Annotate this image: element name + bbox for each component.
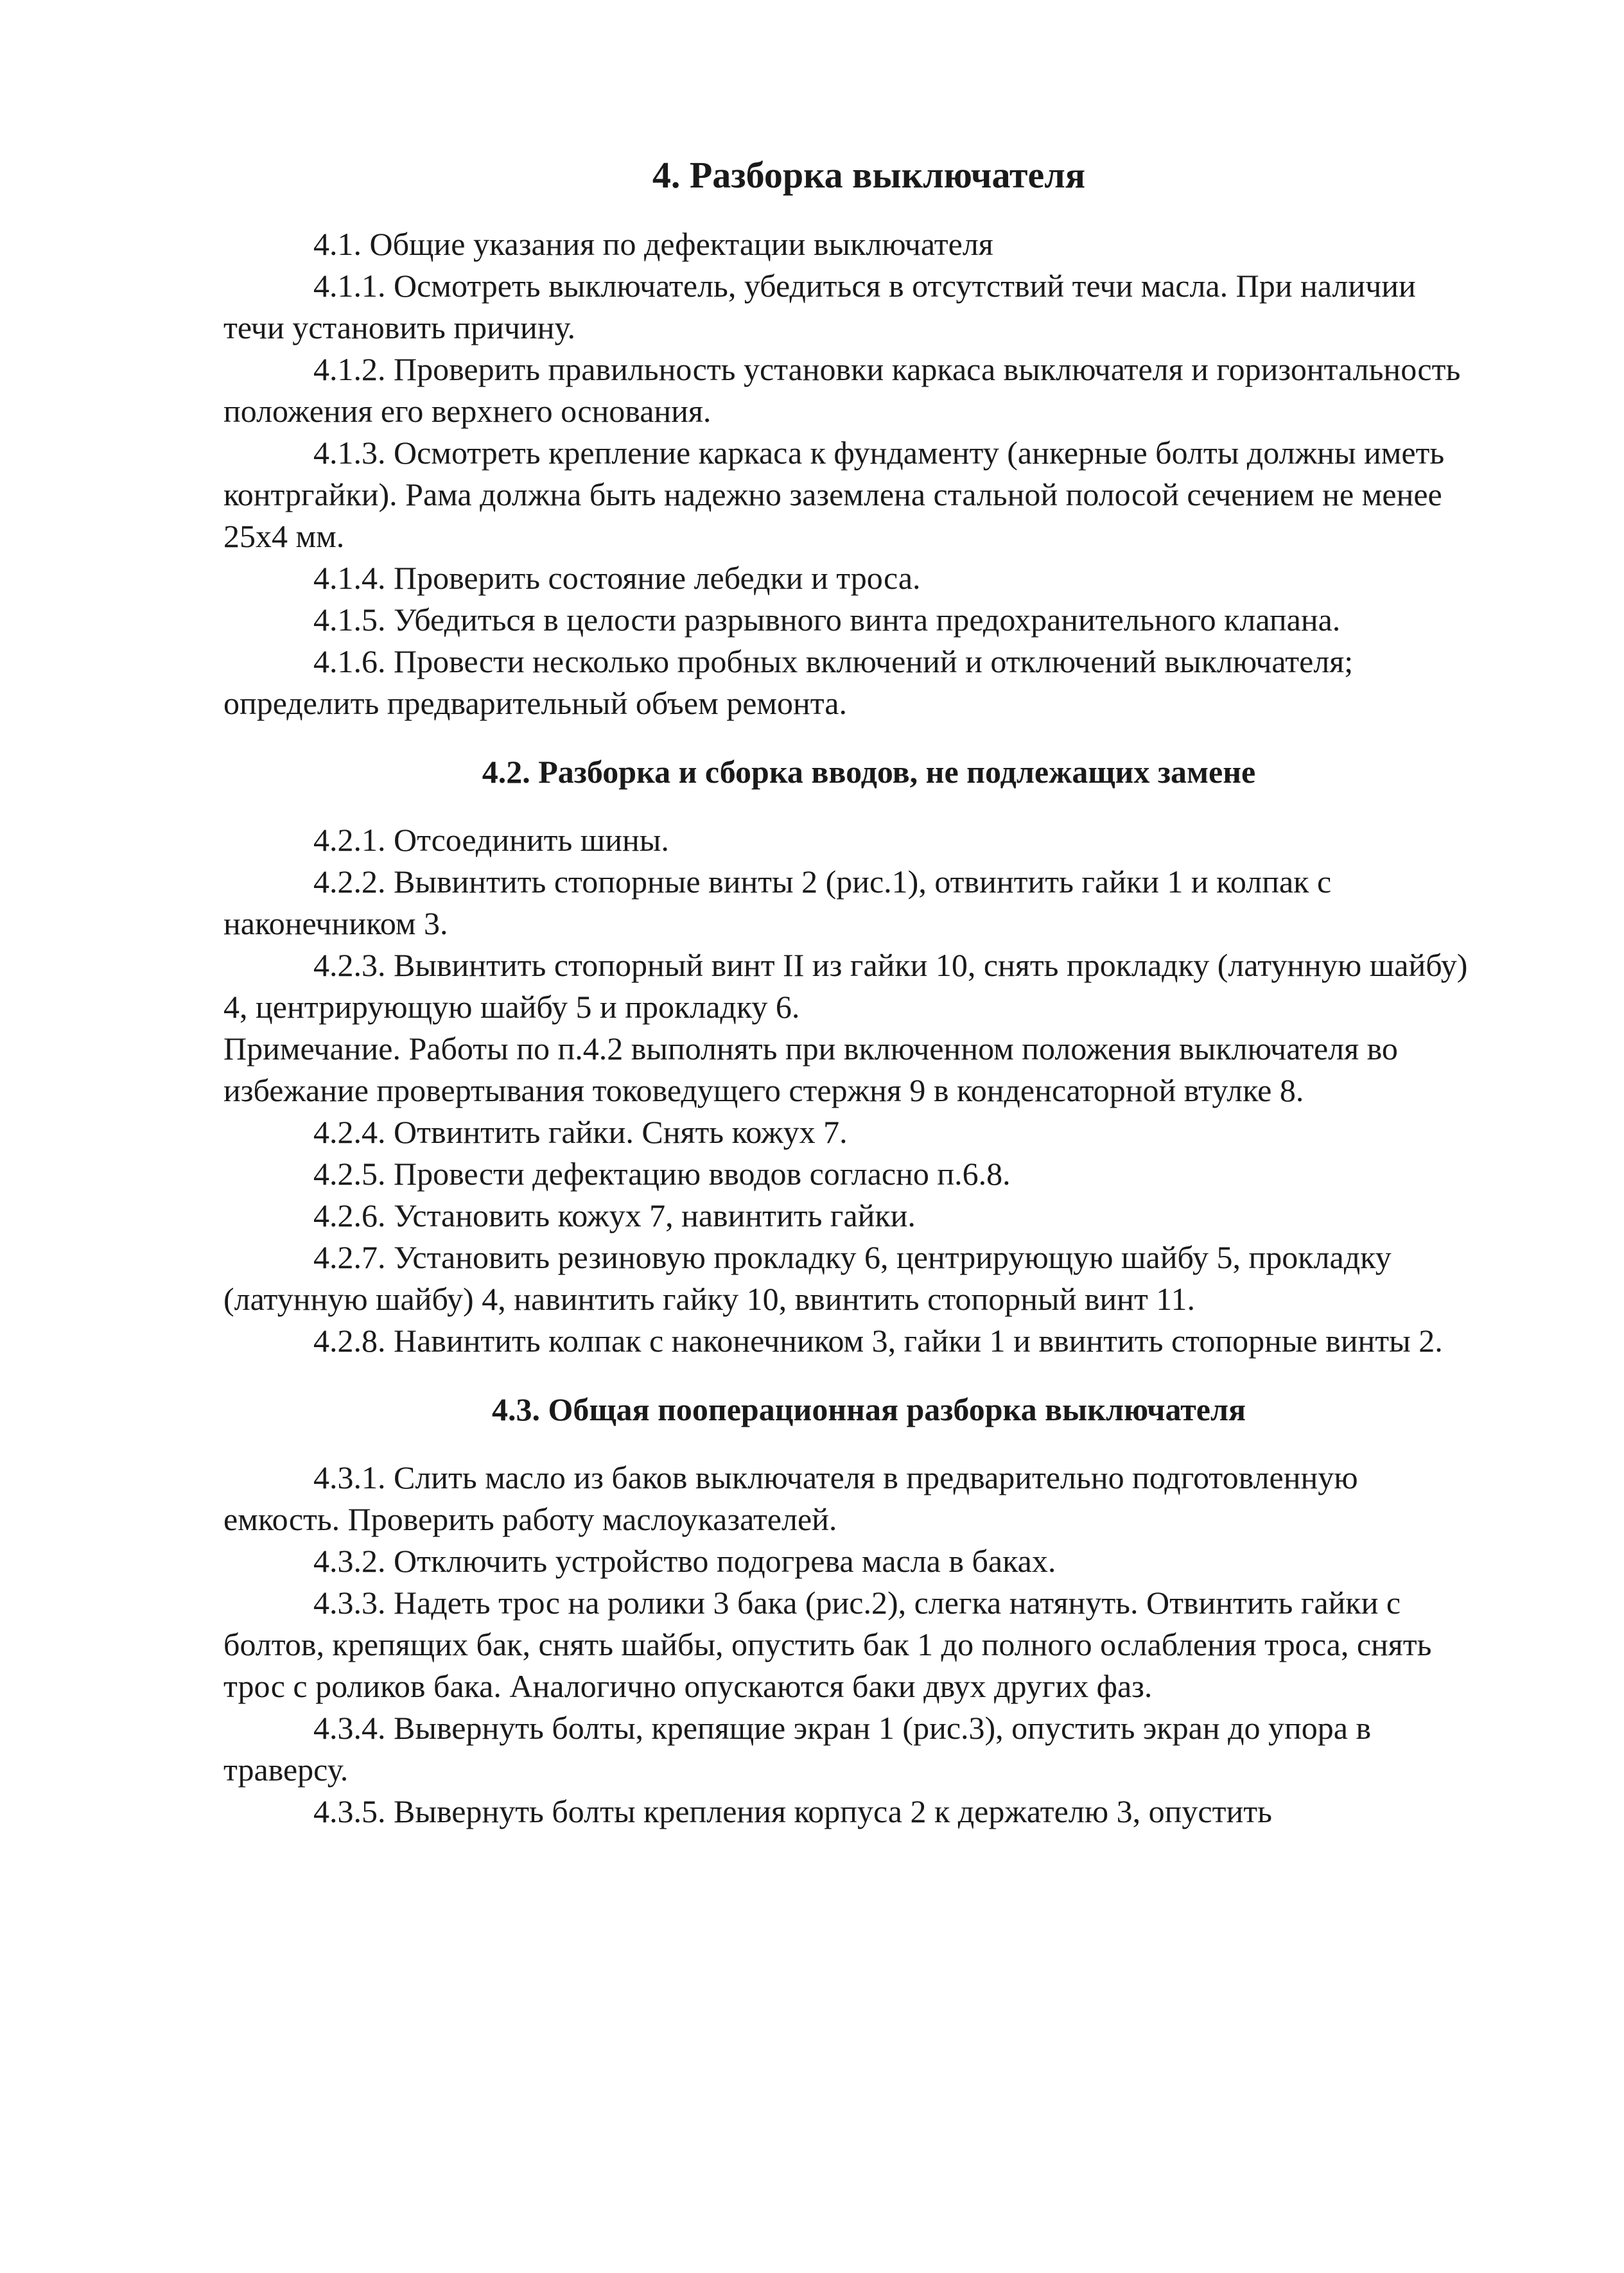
paragraph-4-2-5: 4.2.5. Провести дефектацию вводов согласно п.6.8. (313, 1155, 1011, 1192)
paragraph-note: Примечание. Работы по п.4.2 выполнять при включенном положения выключателя во избежание провертывания токоведущего стержня 9 в конденсаторной втулке 8. (223, 1030, 1398, 1108)
paragraph-4-1-2: 4.1.2. Проверить правильность установки каркаса выключателя и горизонтальность положения его верхнего основания. (223, 351, 1461, 429)
section-4-3-heading: 4.3. Общая пооперационная разборка выключателя (491, 1391, 1246, 1427)
paragraph-4-1-3: 4.1.3. Осмотреть крепление каркаса к фундаменту (анкерные болты должны иметь контргайки). Рама должна быть надежно заземлена стальной полосой сечением не менее 25х4 мм. (223, 434, 1445, 554)
paragraph-4-2-4: 4.2.4. Отвинтить гайки. Снять кожух 7. (313, 1113, 848, 1150)
paragraph-4-1-6: 4.1.6. Провести несколько пробных включений и отключений выключателя; определить предварительный объем ремонта. (223, 643, 1354, 721)
paragraph-4-1-4: 4.1.4. Проверить состояние лебедки и троса. (313, 559, 921, 596)
paragraph-4-3-5: 4.3.5. Вывернуть болты крепления корпуса 2 к держателю 3, опустить (313, 1793, 1272, 1829)
paragraph-4-3-2: 4.3.2. Отключить устройство подогрева масла в баках. (313, 1542, 1056, 1579)
paragraph-4-2-8: 4.2.8. Навинтить колпак с наконечником 3, гайки 1 и ввинтить стопорные винты 2. (313, 1322, 1443, 1359)
document-title: 4. Разборка выключателя (652, 154, 1086, 196)
section-4-2 (223, 819, 1476, 1362)
paragraph-4-3-3: 4.3.3. Надеть трос на ролики 3 бака (рис.2), слегка натянуть. Отвинтить гайки с болтов, крепящих бак, снять шайбы, опустить бак 1 до полного ослабления троса, снять трос с роликов бака. Аналогично опускаются баки двух других фаз. (223, 1584, 1432, 1704)
paragraph-4-2-2: 4.2.2. Вывинтить стопорные винты 2 (рис.1), отвинтить гайки 1 и колпак с наконечником 3. (223, 863, 1332, 941)
section-4-2-heading: 4.2. Разборка и сборка вводов, не подлежащих замене (482, 753, 1256, 790)
paragraph-4-1-5: 4.1.5. Убедиться в целости разрывного винта предохранительного клапана. (313, 601, 1341, 638)
section-4-1 (223, 223, 1476, 724)
paragraph-4-2-6: 4.2.6. Установить кожух 7, навинтить гайки. (313, 1197, 916, 1233)
paragraph-4-1: 4.1. Общие указания по дефектации выключателя (313, 225, 993, 262)
paragraph-4-2-1: 4.2.1. Отсоединить шины. (313, 821, 669, 858)
paragraph-4-3-4: 4.3.4. Вывернуть болты, крепящие экран 1 (рис.3), опустить экран до упора в траверсу. (223, 1709, 1372, 1788)
paragraph-4-2-3: 4.2.3. Вывинтить стопорный винт II из гайки 10, снять прокладку (латунную шайбу) 4, центрирующую шайбу 5 и прокладку 6. (223, 946, 1468, 1025)
section-4-3 (223, 1457, 1476, 1833)
paragraph-4-2-7: 4.2.7. Установить резиновую прокладку 6, центрирующую шайбу 5, прокладку (латунную шайбу) 4, навинтить гайку 10, ввинтить стопорный винт 11. (223, 1239, 1392, 1317)
paragraph-4-3-1: 4.3.1. Слить масло из баков выключателя в предварительно подготовленную емкость. Проверить работу маслоуказателей. (223, 1459, 1358, 1537)
paragraph-4-1-1: 4.1.1. Осмотреть выключатель, убедиться в отсутствий течи масла. При наличии течи установить причину. (223, 267, 1416, 345)
document-page (223, 153, 1476, 1833)
